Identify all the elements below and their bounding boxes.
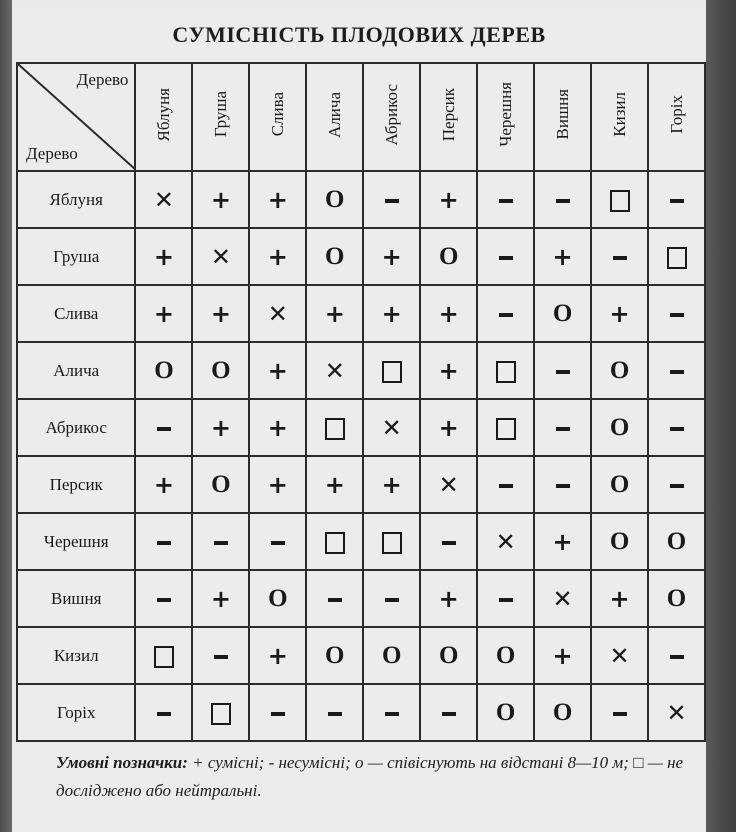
column-header xyxy=(591,63,648,171)
neutral-mark xyxy=(610,190,630,212)
compat-cell xyxy=(477,285,534,342)
compat-cell xyxy=(363,342,420,399)
column-header xyxy=(648,63,705,171)
compat-cell xyxy=(306,399,363,456)
incompatible-mark xyxy=(670,370,684,374)
incompatible-mark xyxy=(613,256,627,260)
coexist-mark: O xyxy=(666,585,687,612)
column-header-label: Персик xyxy=(438,87,458,142)
column-header xyxy=(192,63,249,171)
same-tree-mark: ✕ xyxy=(552,584,573,613)
compat-cell xyxy=(477,399,534,456)
compat-cell xyxy=(192,513,249,570)
column-header-label: Кизил xyxy=(609,92,629,137)
coexist-mark: O xyxy=(211,357,231,384)
compat-cell xyxy=(192,228,249,285)
compat-cell xyxy=(648,570,705,627)
incompatible-mark xyxy=(499,598,513,602)
incompatible-mark xyxy=(556,484,570,488)
compat-cell xyxy=(363,171,420,228)
same-tree-mark: ✕ xyxy=(324,356,345,385)
neutral-mark xyxy=(382,532,402,554)
coexist-mark: O xyxy=(211,471,231,498)
corner-label-rows: Дерево xyxy=(26,144,78,163)
compat-cell xyxy=(192,285,249,342)
legend-text: + сумісні; - несумісні; o — співіснують на відстані 8—10 м; □ — не досліджено або нейтральні. xyxy=(56,753,684,800)
compat-cell xyxy=(648,285,705,342)
compat-cell xyxy=(648,171,705,228)
compat-cell xyxy=(249,627,306,684)
compat-cell xyxy=(477,228,534,285)
column-header xyxy=(306,63,363,171)
compat-cell xyxy=(648,627,705,684)
coexist-mark: O xyxy=(666,528,687,555)
same-tree-mark: ✕ xyxy=(210,242,231,271)
incompatible-mark xyxy=(670,427,684,431)
compat-cell xyxy=(135,456,192,513)
table-row xyxy=(17,513,705,570)
compatible-mark: + xyxy=(210,584,231,613)
compat-cell xyxy=(306,171,363,228)
compat-cell xyxy=(420,570,477,627)
compat-cell xyxy=(420,171,477,228)
compat-cell xyxy=(591,285,648,342)
compat-cell xyxy=(135,285,192,342)
compat-cell xyxy=(135,399,192,456)
compat-cell xyxy=(591,399,648,456)
compat-cell xyxy=(249,342,306,399)
compat-cell xyxy=(135,342,192,399)
compatible-mark: + xyxy=(153,299,174,328)
incompatible-mark xyxy=(670,484,684,488)
compat-cell xyxy=(591,456,648,513)
compatible-mark: + xyxy=(210,299,231,328)
row-header: Горіх xyxy=(17,684,135,741)
compat-cell xyxy=(477,627,534,684)
incompatible-mark xyxy=(157,427,171,431)
compatible-mark: + xyxy=(438,299,459,328)
incompatible-mark xyxy=(214,655,228,659)
coexist-mark: O xyxy=(325,642,345,669)
compatible-mark: + xyxy=(609,584,630,613)
table-row xyxy=(17,570,705,627)
header-row xyxy=(17,63,705,171)
compat-cell xyxy=(534,228,591,285)
column-header-label: Слива xyxy=(267,92,287,137)
incompatible-mark xyxy=(442,541,456,545)
compat-cell xyxy=(306,228,363,285)
incompatible-mark xyxy=(556,427,570,431)
incompatible-mark xyxy=(556,199,570,203)
compat-cell xyxy=(249,171,306,228)
compatible-mark: + xyxy=(267,470,288,499)
compat-cell xyxy=(420,627,477,684)
row-header: Персик xyxy=(17,456,135,513)
coexist-mark: O xyxy=(609,528,630,555)
compat-cell xyxy=(534,570,591,627)
compatible-mark: + xyxy=(438,413,459,442)
table-row xyxy=(17,342,705,399)
row-header: Алича xyxy=(17,342,135,399)
compat-cell xyxy=(420,285,477,342)
compatibility-table xyxy=(16,62,706,742)
compat-cell xyxy=(135,684,192,741)
coexist-mark: O xyxy=(325,186,345,213)
compat-cell xyxy=(591,627,648,684)
incompatible-mark xyxy=(385,598,399,602)
neutral-mark xyxy=(325,532,345,554)
compat-cell xyxy=(648,399,705,456)
coexist-mark: O xyxy=(438,243,459,270)
compatible-mark: + xyxy=(438,356,459,385)
compat-cell xyxy=(249,228,306,285)
row-header: Груша xyxy=(17,228,135,285)
incompatible-mark xyxy=(328,598,342,602)
compat-cell xyxy=(192,570,249,627)
compat-cell xyxy=(306,342,363,399)
incompatible-mark xyxy=(328,712,342,716)
row-header: Кизил xyxy=(17,627,135,684)
compat-cell xyxy=(192,399,249,456)
compat-cell xyxy=(534,285,591,342)
compat-cell xyxy=(249,456,306,513)
column-header-label: Вишня xyxy=(552,89,572,140)
column-header-label: Груша xyxy=(210,91,230,138)
incompatible-mark xyxy=(499,313,513,317)
compatible-mark: + xyxy=(267,242,288,271)
compatible-mark: + xyxy=(552,242,573,271)
incompatible-mark xyxy=(271,541,285,545)
compat-cell xyxy=(420,342,477,399)
compatible-mark: + xyxy=(552,527,573,556)
column-header xyxy=(534,63,591,171)
compat-cell xyxy=(477,456,534,513)
column-header-label: Алича xyxy=(324,91,344,138)
compat-cell xyxy=(420,399,477,456)
compat-cell xyxy=(306,456,363,513)
compatible-mark: + xyxy=(381,470,402,499)
table-row xyxy=(17,171,705,228)
neutral-mark xyxy=(496,361,516,383)
compat-cell xyxy=(306,285,363,342)
table-row xyxy=(17,399,705,456)
compatible-mark: + xyxy=(609,299,630,328)
compat-cell xyxy=(534,627,591,684)
compat-cell xyxy=(249,513,306,570)
compat-cell xyxy=(534,399,591,456)
incompatible-mark xyxy=(670,199,684,203)
compat-cell xyxy=(420,684,477,741)
compat-cell xyxy=(477,684,534,741)
column-header-label: Горіх xyxy=(666,95,686,134)
legend-heading: Умовні позначки: xyxy=(56,753,188,772)
compatible-mark: + xyxy=(153,242,174,271)
row-header: Слива xyxy=(17,285,135,342)
compatible-mark: + xyxy=(267,641,288,670)
incompatible-mark xyxy=(556,370,570,374)
compat-cell xyxy=(420,228,477,285)
same-tree-mark: ✕ xyxy=(267,299,288,328)
same-tree-mark: ✕ xyxy=(666,698,687,727)
coexist-mark: O xyxy=(495,642,516,669)
compat-cell xyxy=(534,513,591,570)
compat-cell xyxy=(591,513,648,570)
table-row xyxy=(17,684,705,741)
incompatible-mark xyxy=(499,256,513,260)
compat-cell xyxy=(363,513,420,570)
compatible-mark: + xyxy=(153,470,174,499)
compat-cell xyxy=(363,285,420,342)
incompatible-mark xyxy=(385,199,399,203)
compat-cell xyxy=(306,513,363,570)
coexist-mark: O xyxy=(609,357,630,384)
compat-cell xyxy=(534,684,591,741)
incompatible-mark xyxy=(157,598,171,602)
compat-cell xyxy=(135,513,192,570)
compat-cell xyxy=(591,684,648,741)
compat-cell xyxy=(591,171,648,228)
compatible-mark: + xyxy=(324,299,345,328)
compat-cell xyxy=(192,627,249,684)
compat-cell xyxy=(534,342,591,399)
same-tree-mark: ✕ xyxy=(438,470,459,499)
compatible-mark: + xyxy=(552,641,573,670)
incompatible-mark xyxy=(214,541,228,545)
neutral-mark xyxy=(496,418,516,440)
incompatible-mark xyxy=(157,712,171,716)
compat-cell xyxy=(648,228,705,285)
same-tree-mark: ✕ xyxy=(381,413,402,442)
table-row xyxy=(17,456,705,513)
compat-cell xyxy=(648,513,705,570)
compatible-mark: + xyxy=(267,356,288,385)
same-tree-mark: ✕ xyxy=(495,527,516,556)
column-header xyxy=(420,63,477,171)
neutral-mark xyxy=(667,247,687,269)
table-row xyxy=(17,627,705,684)
compat-cell xyxy=(420,456,477,513)
compatible-mark: + xyxy=(267,413,288,442)
compat-cell xyxy=(477,513,534,570)
neutral-mark xyxy=(382,361,402,383)
incompatible-mark xyxy=(442,712,456,716)
compat-cell xyxy=(363,228,420,285)
neutral-mark xyxy=(154,646,174,668)
legend xyxy=(56,749,696,805)
incompatible-mark xyxy=(499,484,513,488)
row-header: Яблуня xyxy=(17,171,135,228)
neutral-mark xyxy=(211,703,231,725)
compat-cell xyxy=(363,570,420,627)
compat-cell xyxy=(363,627,420,684)
compat-cell xyxy=(249,684,306,741)
column-header xyxy=(249,63,306,171)
row-header: Черешня xyxy=(17,513,135,570)
compat-cell xyxy=(477,171,534,228)
incompatible-mark xyxy=(157,541,171,545)
compatible-mark: + xyxy=(210,413,231,442)
compat-cell xyxy=(135,171,192,228)
page-title: СУМІСНІСТЬ ПЛОДОВИХ ДЕРЕВ xyxy=(172,22,546,47)
compat-cell xyxy=(135,228,192,285)
column-header xyxy=(135,63,192,171)
compatible-mark: + xyxy=(324,470,345,499)
compat-cell xyxy=(477,342,534,399)
compat-cell xyxy=(534,171,591,228)
incompatible-mark xyxy=(385,712,399,716)
coexist-mark: O xyxy=(438,642,459,669)
compat-cell xyxy=(534,456,591,513)
coexist-mark: O xyxy=(609,414,630,441)
compat-cell xyxy=(135,627,192,684)
coexist-mark: O xyxy=(552,699,573,726)
compat-cell xyxy=(135,570,192,627)
coexist-mark: O xyxy=(268,585,288,612)
compatible-mark: + xyxy=(210,185,231,214)
document-sheet xyxy=(12,8,706,832)
compat-cell xyxy=(363,399,420,456)
incompatible-mark xyxy=(271,712,285,716)
compat-cell xyxy=(306,627,363,684)
same-tree-mark: ✕ xyxy=(609,641,630,670)
compat-cell xyxy=(591,570,648,627)
compat-cell xyxy=(249,285,306,342)
incompatible-mark xyxy=(499,199,513,203)
incompatible-mark xyxy=(670,313,684,317)
compat-cell xyxy=(648,342,705,399)
compat-cell xyxy=(249,399,306,456)
compatible-mark: + xyxy=(438,185,459,214)
incompatible-mark xyxy=(670,655,684,659)
compat-cell xyxy=(192,456,249,513)
compat-cell xyxy=(363,456,420,513)
coexist-mark: O xyxy=(154,357,174,384)
compat-cell xyxy=(591,228,648,285)
compatible-mark: + xyxy=(381,299,402,328)
compat-cell xyxy=(192,684,249,741)
corner-label-columns: Дерево xyxy=(76,70,129,89)
compat-cell xyxy=(648,456,705,513)
column-header-label: Яблуня xyxy=(153,87,173,142)
compatible-mark: + xyxy=(267,185,288,214)
compat-cell xyxy=(249,570,306,627)
compat-cell xyxy=(420,513,477,570)
table-row xyxy=(17,285,705,342)
table-row xyxy=(17,228,705,285)
compat-cell xyxy=(306,570,363,627)
coexist-mark: O xyxy=(495,699,516,726)
compat-cell xyxy=(477,570,534,627)
coexist-mark: O xyxy=(325,243,345,270)
coexist-mark: O xyxy=(609,471,630,498)
compatible-mark: + xyxy=(381,242,402,271)
neutral-mark xyxy=(325,418,345,440)
compat-cell xyxy=(192,342,249,399)
compat-cell xyxy=(591,342,648,399)
compat-cell xyxy=(363,684,420,741)
coexist-mark: O xyxy=(552,300,573,327)
column-header xyxy=(363,63,420,171)
row-header: Вишня xyxy=(17,570,135,627)
compat-cell xyxy=(306,684,363,741)
corner-cell xyxy=(17,63,135,171)
row-header: Абрикос xyxy=(17,399,135,456)
column-header xyxy=(477,63,534,171)
compat-cell xyxy=(192,171,249,228)
compat-cell xyxy=(648,684,705,741)
column-header-label: Абрикос xyxy=(381,83,401,146)
coexist-mark: O xyxy=(382,642,402,669)
compatible-mark: + xyxy=(438,584,459,613)
incompatible-mark xyxy=(613,712,627,716)
same-tree-mark: ✕ xyxy=(153,185,174,214)
column-header-label: Черешня xyxy=(495,82,515,147)
